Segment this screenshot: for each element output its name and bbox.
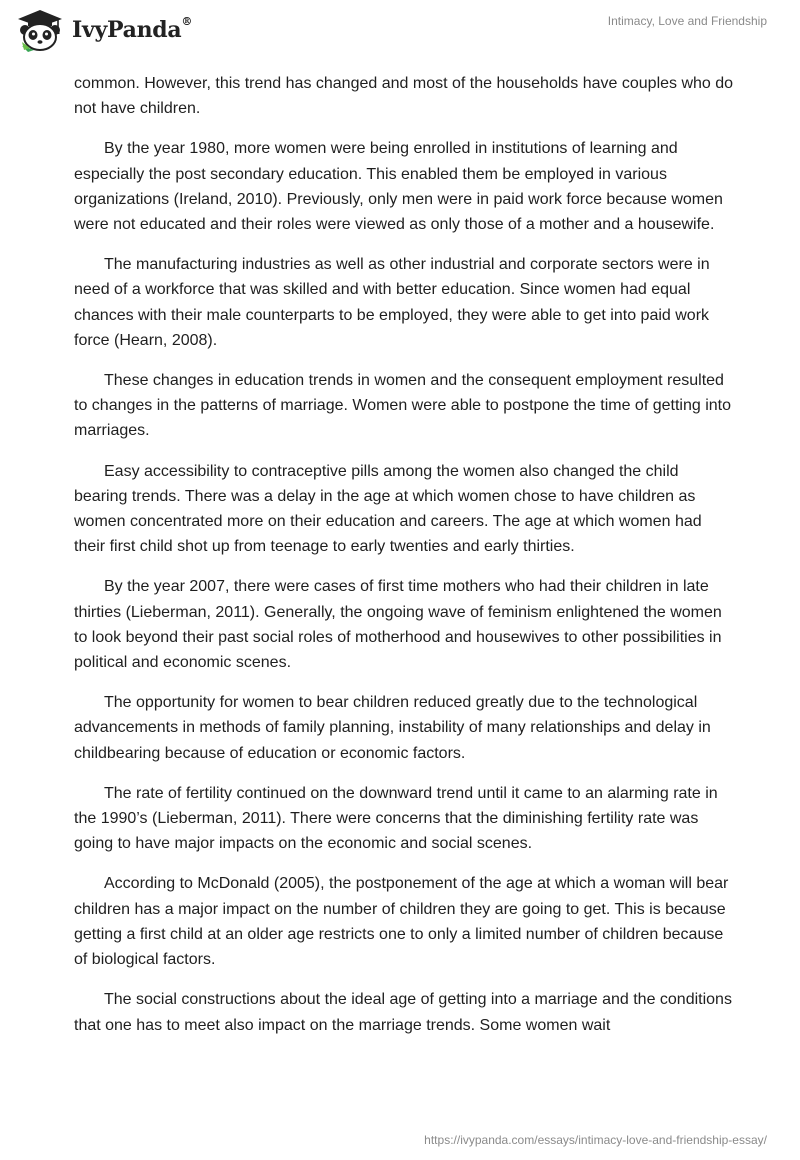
source-url-link[interactable]: https://ivypanda.com/essays/intimacy-love-and-friendship-essay/ [424, 1133, 767, 1147]
paragraph: The rate of fertility continued on the downward trend until it came to an alarming rate in the 1990’s (Lieberman, 2011). There were concerns that the diminishing fertility rate was going to have major impacts on the economic and social scenes. [74, 784, 718, 853]
paragraph: Easy accessibility to contraceptive pills among the women also changed the child bearing trends. There was a delay in the age at which women chose to have children as women concentrated more on their education and careers. The age at which women had their first child shot up from teenage to early twenties and early thirties. [74, 462, 702, 556]
page-header [0, 0, 800, 60]
paragraph: According to McDonald (2005), the postponement of the age at which a woman will bear children has a major impact on the number of children they are going to get. This is because getting a first child at an older age restricts one to only a limited number of children because of biological factors. [74, 875, 729, 969]
brand-logo[interactable] [14, 8, 192, 52]
paragraph: common. However, this trend has changed and most of the households have couples who do not have children. [74, 75, 734, 118]
essay-body [74, 71, 734, 1053]
paragraph: The opportunity for women to bear children reduced greatly due to the technological advancements in methods of family planning, instability of many relationships and delay in childbearing because of education or economic factors. [74, 694, 711, 762]
document-title: Intimacy, Love and Friendship [607, 14, 767, 28]
paragraph: The manufacturing industries as well as other industrial and corporate sectors were in need of a workforce that was skilled and with better education. Since women had equal chances with their male counterparts to be employed, they were able to get into paid work force (Hearn, 2008). [74, 256, 710, 349]
registered-mark: ® [181, 15, 193, 28]
paragraph: The social constructions about the ideal age of getting into a marriage and the conditions that one has to meet also impact on the marriage trends. Some women wait [74, 991, 732, 1034]
paragraph: By the year 2007, there were cases of first time mothers who had their children in late thirties (Lieberman, 2011). Generally, the ongoing wave of feminism enlightened the women to look beyond their past social roles of motherhood and housewives to other possibilities in political and economic scenes. [74, 578, 722, 672]
paragraph: By the year 1980, more women were being enrolled in institutions of learning and especially the post secondary education. This enabled them be employed in various organizations (Ireland, 2010). Previously, only men were in paid work force because women were not educated and their roles were viewed as only those of a mother and a housewife. [74, 140, 723, 234]
brand-name: IvyPanda® [72, 15, 193, 43]
paragraph: These changes in education trends in women and the consequent employment resulted to changes in the patterns of marriage. Women were able to postpone the time of getting into marriages. [74, 372, 731, 440]
panda-graduate-icon [14, 8, 66, 52]
